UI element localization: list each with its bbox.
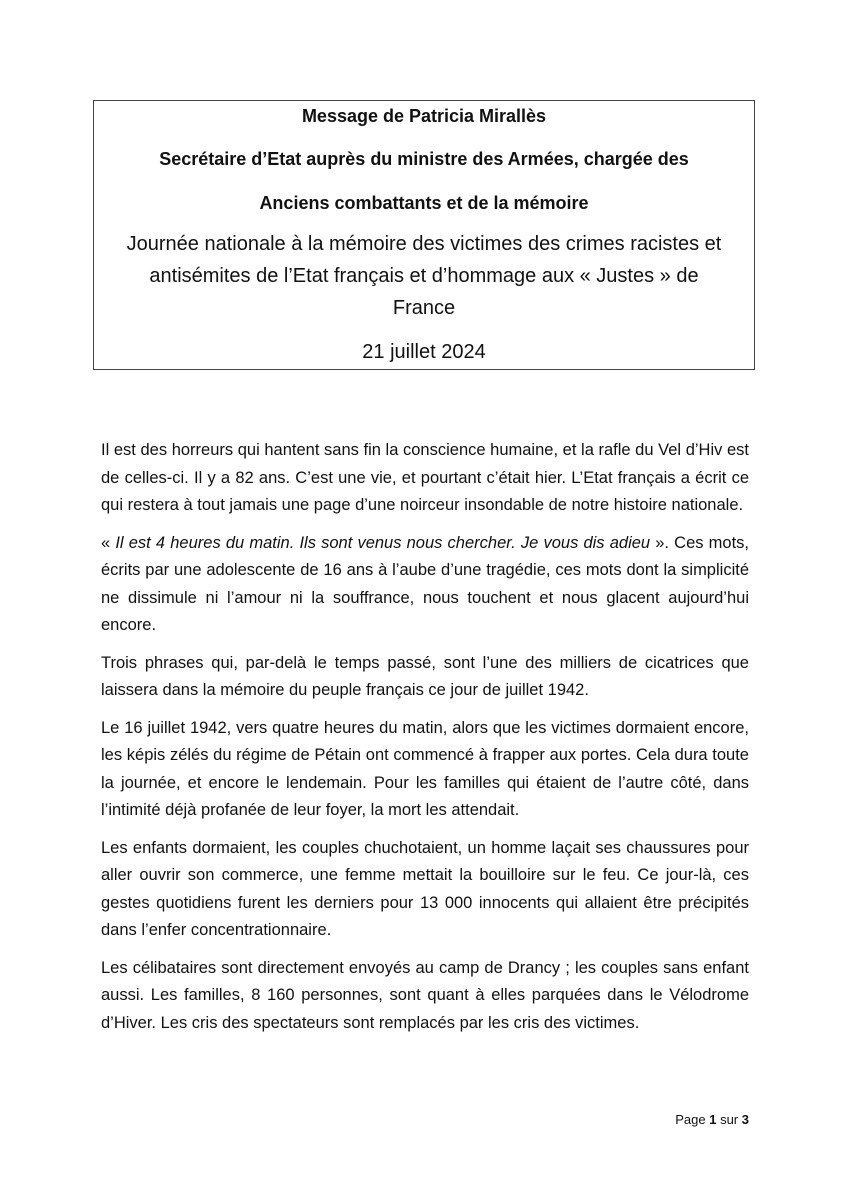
quote-italic: Il est 4 heures du matin. Ils sont venus nous chercher. Je vous dis adieu xyxy=(115,533,651,552)
paragraph-quote xyxy=(101,530,749,640)
event-title-line3: France xyxy=(392,297,456,319)
page-label: Page xyxy=(675,1112,706,1127)
body-text xyxy=(101,437,749,1047)
author-role-line2: Anciens combattants et de la mémoire xyxy=(259,193,589,213)
page-sep: sur xyxy=(720,1112,739,1127)
event-date: 21 juillet 2024 xyxy=(362,341,486,363)
author-role-line1: Secrétaire d’Etat auprès du ministre des Armées, chargée des xyxy=(159,149,689,169)
paragraph: Les célibataires sont directement envoyés au camp de Drancy ; les couples sans enfant aussi. Les familles, 8 160 personnes, sont quant à elles parquées dans le Vélodrome d’Hiver. Les cris des spectateurs sont remplacés par les cris des victimes. xyxy=(101,958,749,1032)
author-title: Message de Patricia Mirallès xyxy=(301,106,547,126)
paragraph: Trois phrases qui, par-delà le temps passé, sont l’une des milliers de cicatrices que laissera dans la mémoire du peuple français ce jour de juillet 1942. xyxy=(101,653,749,699)
quote-rest: ». Ces mots, écrits par une adolescente de 16 ans à l’aube d’une tragédie, ces mots dont la simplicité ne dissimule ni l’amour ni la souffrance, nous touchent et nous glacent aujourd’hui encore. xyxy=(101,533,749,634)
page-current: 1 xyxy=(709,1112,717,1127)
event-title-line2: antisémites de l’Etat français et d’hommage aux « Justes » de xyxy=(149,265,699,287)
event-title-line1: Journée nationale à la mémoire des victimes des crimes racistes et xyxy=(126,233,722,255)
paragraph: Les enfants dormaient, les couples chuchotaient, un homme laçait ses chaussures pour aller ouvrir son commerce, une femme mettait la bouilloire sur le feu. Ce jour-là, ces gestes quotidiens furent les derniers pour 13 000 innocents qui allaient être précipités dans l’enfer concentrationnaire. xyxy=(101,838,749,939)
header-box xyxy=(93,100,755,370)
page-total: 3 xyxy=(741,1112,749,1127)
page-number xyxy=(675,1112,749,1127)
quote-open: « xyxy=(101,533,116,552)
paragraph: Il est des horreurs qui hantent sans fin la conscience humaine, et la rafle du Vel d’Hiv est de celles-ci. Il y a 82 ans. C’est une vie, et pourtant c’était hier. L’Etat français a écrit ce qui restera à tout jamais une page d’une noirceur insondable de notre histoire nationale. xyxy=(101,441,749,514)
paragraph: Le 16 juillet 1942, vers quatre heures du matin, alors que les victimes dormaient encore, les képis zélés du régime de Pétain ont commencé à frapper aux portes. Cela dura toute la journée, et encore le lendemain. Pour les familles qui étaient de l’autre côté, dans l’intimité déjà profanée de leur foyer, la mort les attendait. xyxy=(101,718,749,819)
